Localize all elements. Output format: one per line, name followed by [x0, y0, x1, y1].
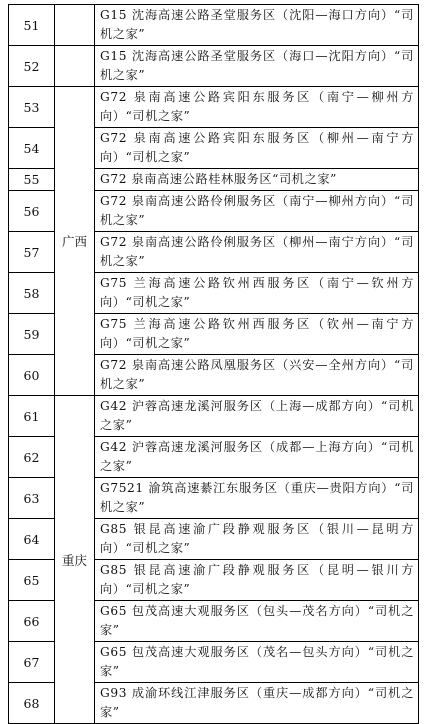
row-number: 65	[9, 560, 55, 601]
service-area-name: G85 银昆高速渝广段静观服务区（银川—昆明方向）“司机之家”	[95, 519, 419, 560]
province-chongqing: 重庆	[55, 396, 95, 724]
table-row	[9, 46, 419, 87]
row-number: 52	[9, 46, 55, 87]
row-number: 61	[9, 396, 55, 437]
service-area-name: G15 沈海高速公路圣堂服务区（沈阳—海口方向）“司机之家”	[95, 5, 419, 46]
service-area-name: G72 泉南高速公路伶俐服务区（南宁—柳州方向）“司机之家”	[95, 191, 419, 232]
service-area-name: G72 泉南高速公路宾阳东服务区（南宁—柳州方向）“司机之家”	[95, 87, 419, 128]
service-area-name: G15 沈海高速公路圣堂服务区（海口—沈阳方向）“司机之家”	[95, 46, 419, 87]
row-number: 51	[9, 5, 55, 46]
service-area-name: G85 银昆高速渝广段静观服务区（昆明—银川方向）“司机之家”	[95, 560, 419, 601]
service-area-name: G75 兰海高速公路钦州西服务区（钦州—南宁方向）“司机之家”	[95, 314, 419, 355]
service-area-name: G75 兰海高速公路钦州西服务区（南宁—钦州方向）“司机之家”	[95, 273, 419, 314]
row-number: 59	[9, 314, 55, 355]
province-cell-blank	[55, 5, 95, 46]
row-number: 57	[9, 232, 55, 273]
row-number: 67	[9, 642, 55, 683]
table-row	[9, 87, 419, 128]
row-number: 62	[9, 437, 55, 478]
service-area-name: G7521 渝筑高速綦江东服务区（重庆—贵阳方向）“司机之家”	[95, 478, 419, 519]
service-area-name: G72 泉南高速公路桂林服务区“司机之家”	[95, 169, 419, 191]
row-number: 66	[9, 601, 55, 642]
province-cell-blank	[55, 46, 95, 87]
service-area-name: G72 泉南高速公路凤凰服务区（兴安—全州方向）“司机之家”	[95, 355, 419, 396]
row-number: 58	[9, 273, 55, 314]
row-number: 64	[9, 519, 55, 560]
row-number: 55	[9, 169, 55, 191]
row-number: 68	[9, 683, 55, 724]
row-number: 60	[9, 355, 55, 396]
row-number: 53	[9, 87, 55, 128]
table-row	[9, 5, 419, 46]
row-number: 56	[9, 191, 55, 232]
service-area-name: G93 成渝环线江津服务区（重庆—成都方向）“司机之家”	[95, 683, 419, 724]
service-area-name: G42 沪蓉高速龙溪河服务区（成都—上海方向）“司机之家”	[95, 437, 419, 478]
service-area-name: G72 泉南高速公路伶俐服务区（柳州—南宁方向）“司机之家”	[95, 232, 419, 273]
service-area-name: G72 泉南高速公路宾阳东服务区（柳州—南宁方向）“司机之家”	[95, 128, 419, 169]
service-area-table	[8, 4, 419, 724]
row-number: 54	[9, 128, 55, 169]
service-area-name: G65 包茂高速大观服务区（包头—茂名方向）“司机之家”	[95, 601, 419, 642]
service-area-name: G65 包茂高速大观服务区（茂名—包头方向）“司机之家”	[95, 642, 419, 683]
row-number: 63	[9, 478, 55, 519]
table-row	[9, 396, 419, 437]
service-area-name: G42 沪蓉高速龙溪河服务区（上海—成都方向）“司机之家”	[95, 396, 419, 437]
province-guangxi: 广西	[55, 87, 95, 396]
